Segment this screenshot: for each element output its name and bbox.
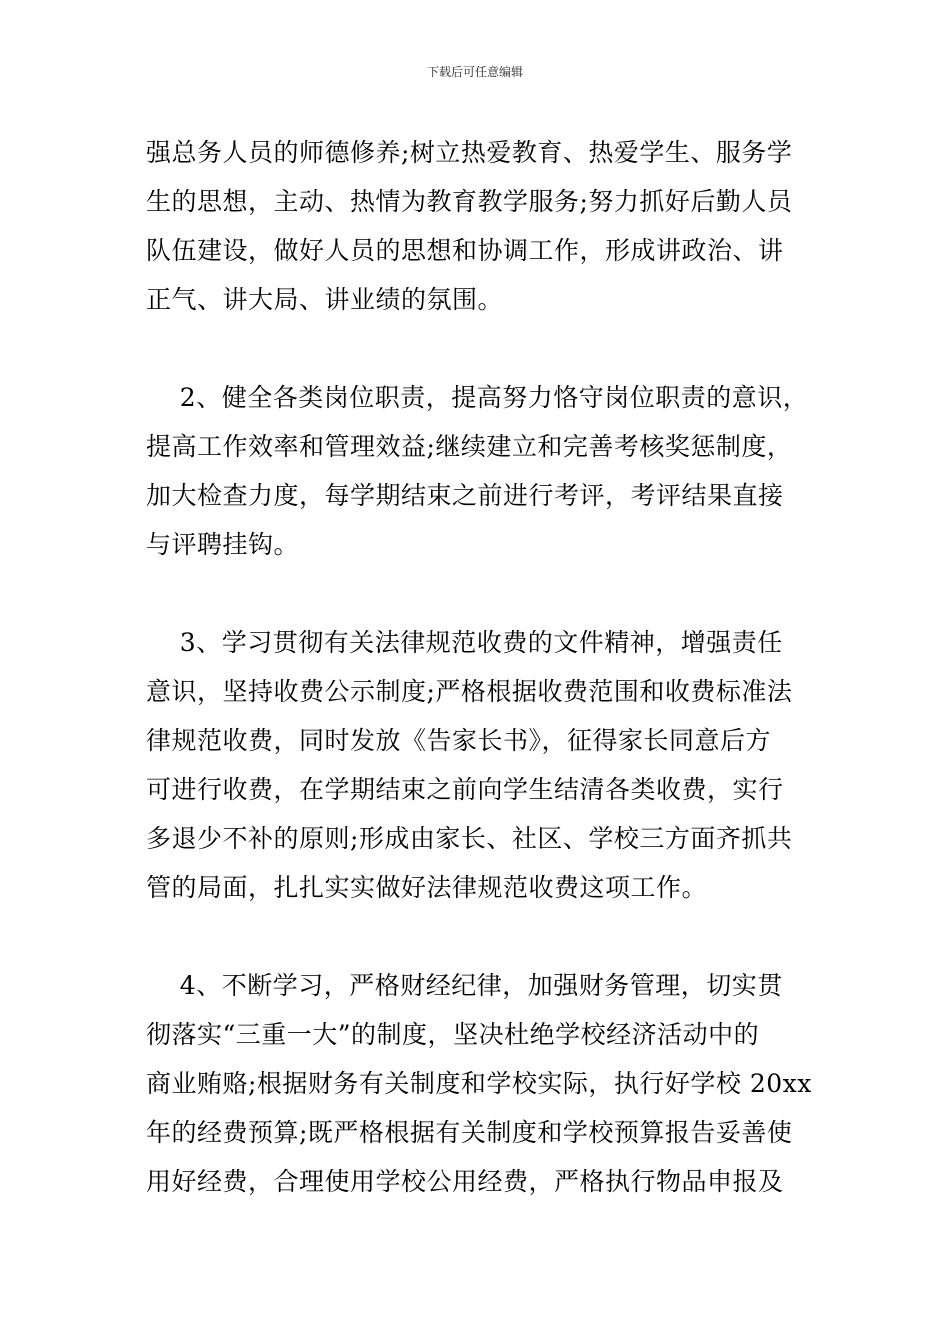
paragraph-gap [146, 569, 826, 618]
paragraph-line: 2、健全各类岗位职责，提高努力恪守岗位职责的意识， [146, 383, 809, 412]
paragraph-line: 年的经费预算;既严格根据有关制度和学校预算报告妥善使 [146, 1118, 793, 1147]
paragraph-line: 彻落实“三重一大”的制度，坚决杜绝学校经济活动中的 [146, 1020, 760, 1049]
paragraph-line: 管的局面，扎扎实实做好法律规范收费这项工作。 [146, 873, 708, 902]
paragraph-line: 正气、讲大局、讲业绩的氛围。 [146, 285, 504, 314]
paragraph-line: 意识，坚持收费公示制度;严格根据收费范围和收费标准法 [146, 677, 793, 706]
paragraph-gap [146, 912, 826, 961]
paragraph-line: 律规范收费，同时发放《告家长书》，征得家长同意后方 [146, 726, 772, 755]
paragraph-line: 4、不断学习，严格财经纪律，加强财务管理，切实贯 [146, 971, 783, 1000]
paragraph-gap [146, 324, 826, 373]
document-body [146, 128, 826, 1206]
paragraph-line: 生的思想，主动、热情为教育教学服务;努力抓好后勤人员 [146, 187, 793, 216]
paragraph-3 [146, 618, 826, 912]
paragraph-line: 多退少不补的原则;形成由家长、社区、学校三方面齐抓共 [146, 824, 793, 853]
paragraph-line: 提高工作效率和管理效益;继续建立和完善考核奖惩制度， [146, 432, 793, 461]
paragraph-line: 可进行收费，在学期结束之前向学生结清各类收费，实行 [146, 775, 784, 804]
paragraph-line: 强总务人员的师德修养;树立热爱教育、热爱学生、服务学 [146, 138, 793, 167]
page-header: 下载后可任意编辑 [426, 65, 523, 79]
paragraph-line: 加大检查力度，每学期结束之前进行考评，考评结果直接 [146, 481, 784, 510]
paragraph-4 [146, 961, 826, 1206]
paragraph-line: 队伍建设，做好人员的思想和协调工作，形成讲政治、讲 [146, 236, 784, 265]
paragraph-1 [146, 128, 826, 324]
paragraph-2 [146, 373, 826, 569]
paragraph-line: 与评聘挂钩。 [146, 530, 300, 559]
paragraph-line: 用好经费，合理使用学校公用经费，严格执行物品申报及 [146, 1167, 784, 1196]
paragraph-line: 3、学习贯彻有关法律规范收费的文件精神，增强责任 [146, 628, 783, 657]
paragraph-line: 商业贿赂;根据财务有关制度和学校实际，执行好学校 20xx [146, 1069, 812, 1098]
